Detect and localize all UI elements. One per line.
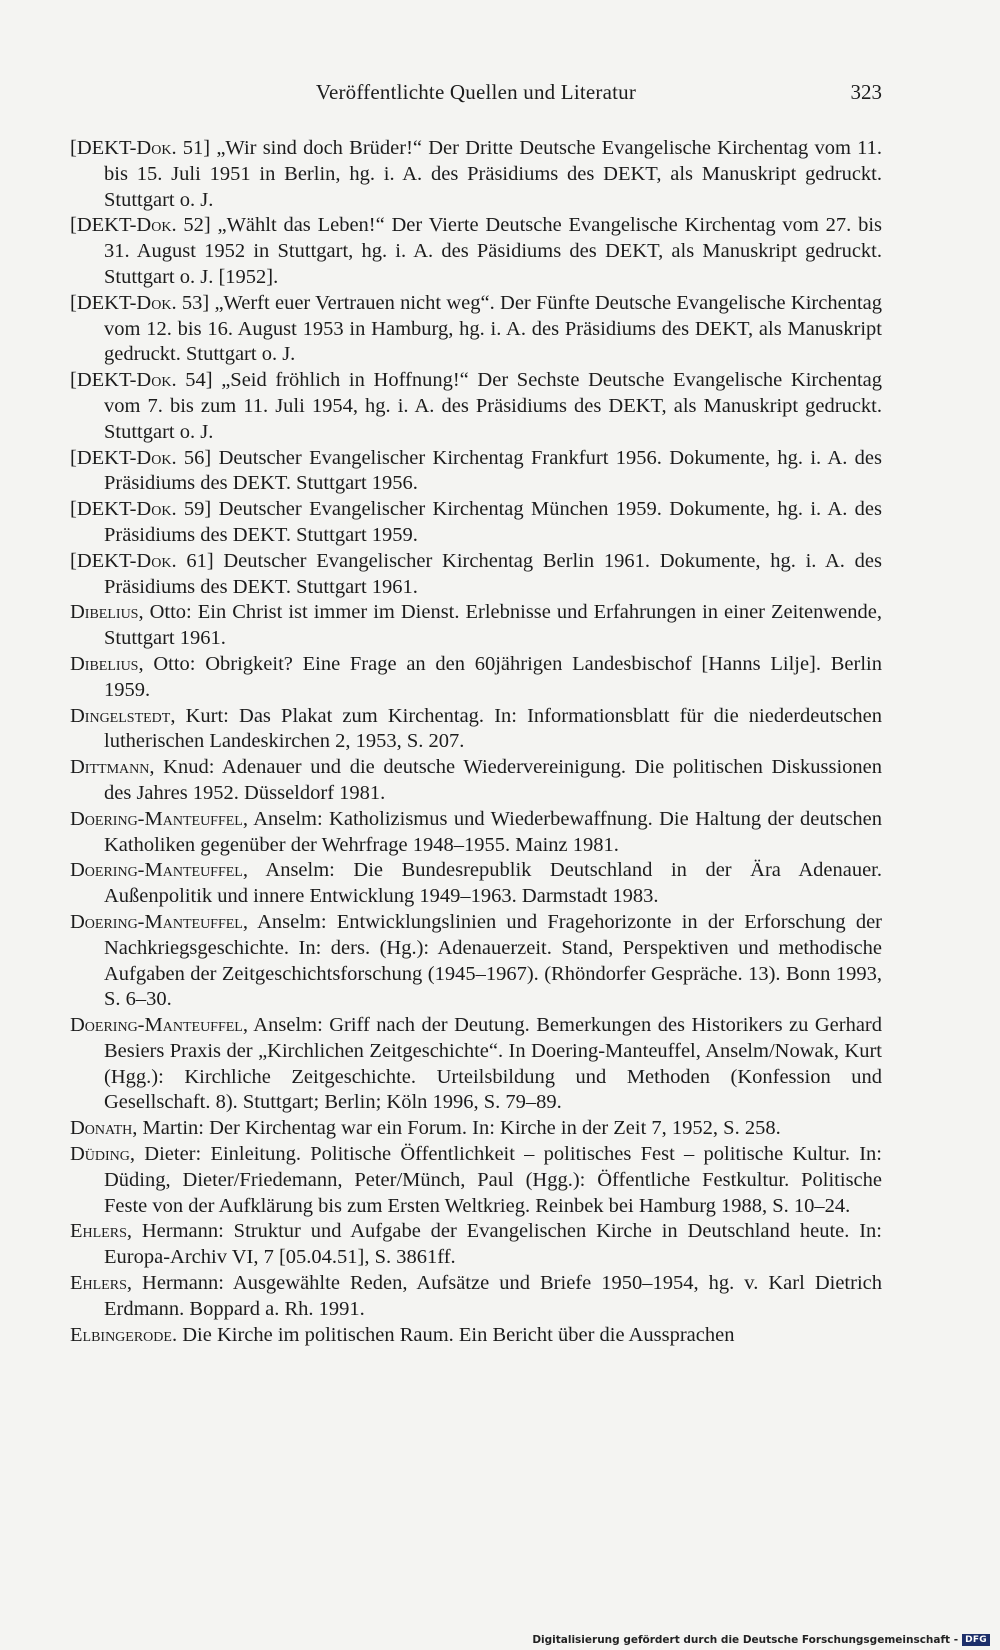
entry-text: , Knud: Adenauer und die deutsche Wiedervereinigung. Die politischen Diskussionen des Jahres 1952. Düsseldorf 1981. — [104, 756, 882, 804]
entry-text: 51] „Wir sind doch Brüder!“ Der Dritte Deutsche Evangelische Kirchentag vom 11. bis 15. Juli 1951 in Berlin, hg. i. A. des Präsidiums des DEKT, als Manuskript gedruckt. Stuttgart o. J. — [104, 137, 882, 211]
bibliography-entry — [70, 600, 882, 652]
entry-text: , Anselm: Entwicklungslinien und Fragehorizonte in der Erforschung der Nachkriegsgeschichte. In: ders. (Hg.): Adenauerzeit. Stand, Perspektiven und methodische Aufgaben der Zeitgeschichtsforschung (1945–1967). (Rhöndorfer Gespräche. 13). Bonn 1993, S. 6–30. — [104, 910, 882, 1011]
bibliography-entry — [70, 807, 882, 859]
entry-author: Elbingerode — [70, 1323, 172, 1346]
entry-author: [DEKT-Dok. — [70, 446, 177, 469]
entry-author: [DEKT-Dok. — [70, 498, 177, 521]
entry-text: 53] „Werft euer Vertrauen nicht weg“. Der Fünfte Deutsche Evangelische Kirchentag vom 12. bis 16. August 1953 in Hamburg, hg. i. A. des Präsidiums des DEKT, als Manuskript gedruckt. Stuttgart o. J. — [104, 291, 882, 366]
entry-text: , Anselm: Die Bundesrepublik Deutschland in der Ära Adenauer. Außenpolitik und innere Entwicklung 1949–1963. Darmstadt 1983. — [104, 859, 882, 908]
bibliography-entry — [70, 213, 882, 290]
entry-text: . Die Kirche im politischen Raum. Ein Bericht über die Aussprachen — [171, 1323, 735, 1346]
entry-text: 52] „Wählt das Leben!“ Der Vierte Deutsche Evangelische Kirchentag vom 27. bis 31. August 1952 in Stuttgart, hg. i. A. des Päsidiums des DEKT, als Manuskript gedruckt. Stuttgart o. J. [1952]. — [104, 214, 882, 288]
running-title: Veröffentlichte Quellen und Literatur — [315, 80, 637, 104]
bibliography-entry — [70, 1142, 882, 1219]
entry-author: Dibelius — [70, 601, 139, 624]
entry-author: Ehlers — [70, 1272, 127, 1295]
entry-text: , Hermann: Ausgewählte Reden, Aufsätze und Briefe 1950–1954, hg. v. Karl Dietrich Erdmann. Boppard a. Rh. 1991. — [104, 1272, 882, 1320]
page-header — [70, 80, 882, 110]
entry-text: 59] Deutscher Evangelischer Kirchentag München 1959. Dokumente, hg. i. A. des Präsidiums des DEKT. Stuttgart 1959. — [104, 498, 882, 546]
bibliography-entry — [70, 136, 882, 213]
entry-text: 56] Deutscher Evangelischer Kirchentag Frankfurt 1956. Dokumente, hg. i. A. des Präsidiums des DEKT. Stuttgart 1956. — [104, 446, 882, 495]
bibliography-entry — [70, 291, 882, 368]
entry-author: [DEKT-Dok. — [70, 369, 177, 392]
bibliography-entry — [70, 497, 882, 549]
entry-author: Düding — [70, 1143, 130, 1166]
bibliography-entry — [70, 755, 882, 807]
digitization-credit — [532, 1634, 990, 1646]
entry-author: [DEKT-Dok. — [70, 137, 177, 159]
bibliography-entry — [70, 1116, 882, 1142]
entry-author: Doering-Manteuffel — [70, 1014, 243, 1037]
entry-author: [DEKT-Dok. — [70, 214, 177, 237]
credit-text: Digitalisierung gefördert durch die Deutsche Forschungsgemeinschaft - — [532, 1634, 959, 1646]
entry-author: [DEKT-Dok. — [70, 291, 177, 314]
entry-text: , Otto: Obrigkeit? Eine Frage an den 60jährigen Landesbischof [Hanns Lilje]. Berlin 1959. — [104, 652, 882, 701]
bibliography-entry — [70, 1323, 882, 1349]
entry-author: Donath — [70, 1117, 133, 1140]
entry-text: , Dieter: Einleitung. Politische Öffentlichkeit – politisches Fest – politische Kultur. In: Düding, Dieter/Friedemann, Peter/Münch, Paul (Hgg.): Öffentliche Festkultur. Politische Feste von der Aufklärung bis zum Ersten Weltkrieg. Reinbek bei Hamburg 1988, S. 10–24. — [104, 1143, 882, 1217]
entry-author: Dittmann — [70, 756, 150, 779]
entry-author: Doering-Manteuffel — [70, 910, 243, 933]
entry-author: Doering-Manteuffel — [70, 859, 243, 882]
entry-text: , Otto: Ein Christ ist immer im Dienst. Erlebnisse und Erfahrungen in einer Zeitenwende, Stuttgart 1961. — [104, 601, 882, 650]
entry-text: 54] „Seid fröhlich in Hoffnung!“ Der Sechste Deutsche Evangelische Kirchentag vom 7. bis zum 11. Juli 1954, hg. i. A. des Präsidiums des DEKT, als Manuskript gedruckt. Stuttgart o. J. — [104, 369, 882, 443]
entry-author: [DEKT-Dok. — [70, 549, 177, 572]
page-number: 323 — [850, 80, 882, 104]
entry-text: 61] Deutscher Evangelischer Kirchentag Berlin 1961. Dokumente, hg. i. A. des Präsidiums des DEKT. Stuttgart 1961. — [104, 549, 882, 598]
bibliography-entry — [70, 704, 882, 756]
bibliography-entry — [70, 1013, 882, 1116]
bibliography-entry — [70, 1271, 882, 1323]
entry-text: , Martin: Der Kirchentag war ein Forum. In: Kirche in der Zeit 7, 1952, S. 258. — [132, 1117, 781, 1140]
entry-author: Dibelius — [70, 652, 139, 675]
bibliography-entry — [70, 910, 882, 1013]
bibliography-list — [70, 136, 882, 1348]
entry-author: Doering-Manteuffel — [70, 807, 243, 830]
entry-text: , Anselm: Griff nach der Deutung. Bemerkungen des Historikers zu Gerhard Besiers Praxis der „Kirchlichen Zeitgeschichte“. In Doering-Manteuffel, Anselm/Nowak, Kurt (Hgg.): Kirchliche Zeitgeschichte. Urteilsbildung und Methoden (Konfession und Gesellschaft. 8). Stuttgart; Berlin; Köln 1996, S. 79–89. — [104, 1014, 882, 1114]
bibliography-entry — [70, 858, 882, 910]
entry-author: Ehlers — [70, 1220, 127, 1243]
bibliography-entry — [70, 549, 882, 601]
bibliography-entry — [70, 1219, 882, 1271]
bibliography-entry — [70, 446, 882, 498]
bibliography-entry — [70, 652, 882, 704]
entry-author: Dingelstedt — [70, 704, 171, 727]
entry-text: , Anselm: Katholizismus und Wiederbewaffnung. Die Haltung der deutschen Katholiken gegenüber der Wehrfrage 1948–1955. Mainz 1981. — [104, 807, 882, 856]
entry-text: , Kurt: Das Plakat zum Kirchentag. In: Informationsblatt für die niederdeutschen lutherischen Landeskirchen 2, 1953, S. 207. — [104, 704, 882, 753]
bibliography-entry — [70, 368, 882, 445]
entry-text: , Hermann: Struktur und Aufgabe der Evangelischen Kirche in Deutschland heute. In: Europa-Archiv VI, 7 [05.04.51], S. 3861ff. — [104, 1220, 882, 1269]
dfg-logo: DFG — [962, 1634, 990, 1646]
